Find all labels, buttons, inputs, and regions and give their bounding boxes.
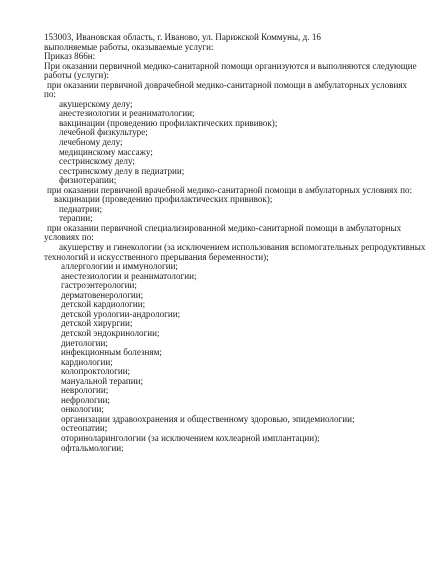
document-line: При оказании первичной медико-санитарной помощи организуются и выполняются следующие — [44, 60, 417, 71]
document-line: терапии; — [59, 213, 93, 224]
document-line: дерматовенерологии; — [61, 289, 144, 300]
document-line: гастроэнтерологии; — [61, 280, 137, 291]
document-line: вакцинации (проведению профилактических прививок); — [54, 194, 273, 205]
document-line: анестезиологии и реаниматологии; — [59, 108, 195, 119]
document-line: детской хирургии; — [61, 318, 133, 329]
document-line: нефрологии; — [61, 394, 110, 405]
document-line: офтальмологии; — [61, 442, 124, 453]
document-line: инфекционным болезням; — [61, 347, 162, 358]
document-line: колопроктологии; — [61, 366, 131, 377]
document-line: мануальной терапии; — [61, 375, 143, 386]
document-line: при оказании первичной специализированной медико-санитарной помощи в амбулаторных — [47, 222, 402, 233]
document-line: технологий и искусственного прерывания беременности); — [44, 251, 269, 262]
document-line: при оказании первичной врачебной медико-санитарной помощи в амбулаторных условиях по: — [47, 184, 413, 195]
document-line: аллергологии и иммунологии; — [61, 261, 178, 272]
document-line: акушерству и гинекологии (за исключением использования вспомогательных репродуктивных — [59, 242, 426, 253]
document-line: медицинскому массажу; — [59, 146, 153, 157]
document-line: акушерскому делу; — [59, 98, 133, 109]
document-line: онкологии; — [61, 404, 104, 415]
document-line: физиотерапии; — [59, 175, 117, 186]
document-line: детской эндокринологии; — [61, 327, 160, 338]
document-line: 153003, Ивановская область, г. Иваново, ул. Парижской Коммуны, д. 16 — [44, 32, 321, 42]
document-line: выполняемые работы, оказываемые услуги: — [44, 41, 214, 52]
document-line: вакцинации (проведению профилактических прививок); — [59, 117, 278, 128]
document-line: работы (услуги): — [44, 70, 109, 81]
document-line: лечебной физкультуре; — [59, 127, 148, 138]
document-line: сестринскому делу в педиатрии; — [59, 165, 185, 176]
document-line: оториноларингологии (за исключением кохлеарной имплантации); — [61, 432, 320, 443]
document-line: лечебному делу; — [59, 137, 123, 148]
document-line: диетологии; — [61, 337, 108, 348]
document-line: педиатрии; — [59, 203, 102, 214]
document-line: по: — [44, 89, 56, 100]
document-line: остеопатии; — [61, 423, 108, 434]
document-line: детской кардиологии; — [61, 299, 146, 310]
document-line: при оказании первичной доврачебной медико-санитарной помощи в амбулаторных условиях — [47, 79, 408, 90]
document-line: организации здравоохранения и общественному здоровью, эпидемиологии; — [61, 413, 355, 424]
document-line: кардиологии; — [61, 356, 113, 367]
document-line: сестринскому делу; — [59, 156, 135, 167]
document-line: условиях по: — [44, 232, 94, 243]
document-line: детской урологии-андрологии; — [61, 308, 181, 319]
document-line: Приказ 866н: — [44, 51, 96, 62]
document-line: анестезиологии и реаниматологии; — [61, 270, 197, 281]
document-line: неврологии; — [61, 385, 109, 396]
document-text — [44, 32, 426, 453]
